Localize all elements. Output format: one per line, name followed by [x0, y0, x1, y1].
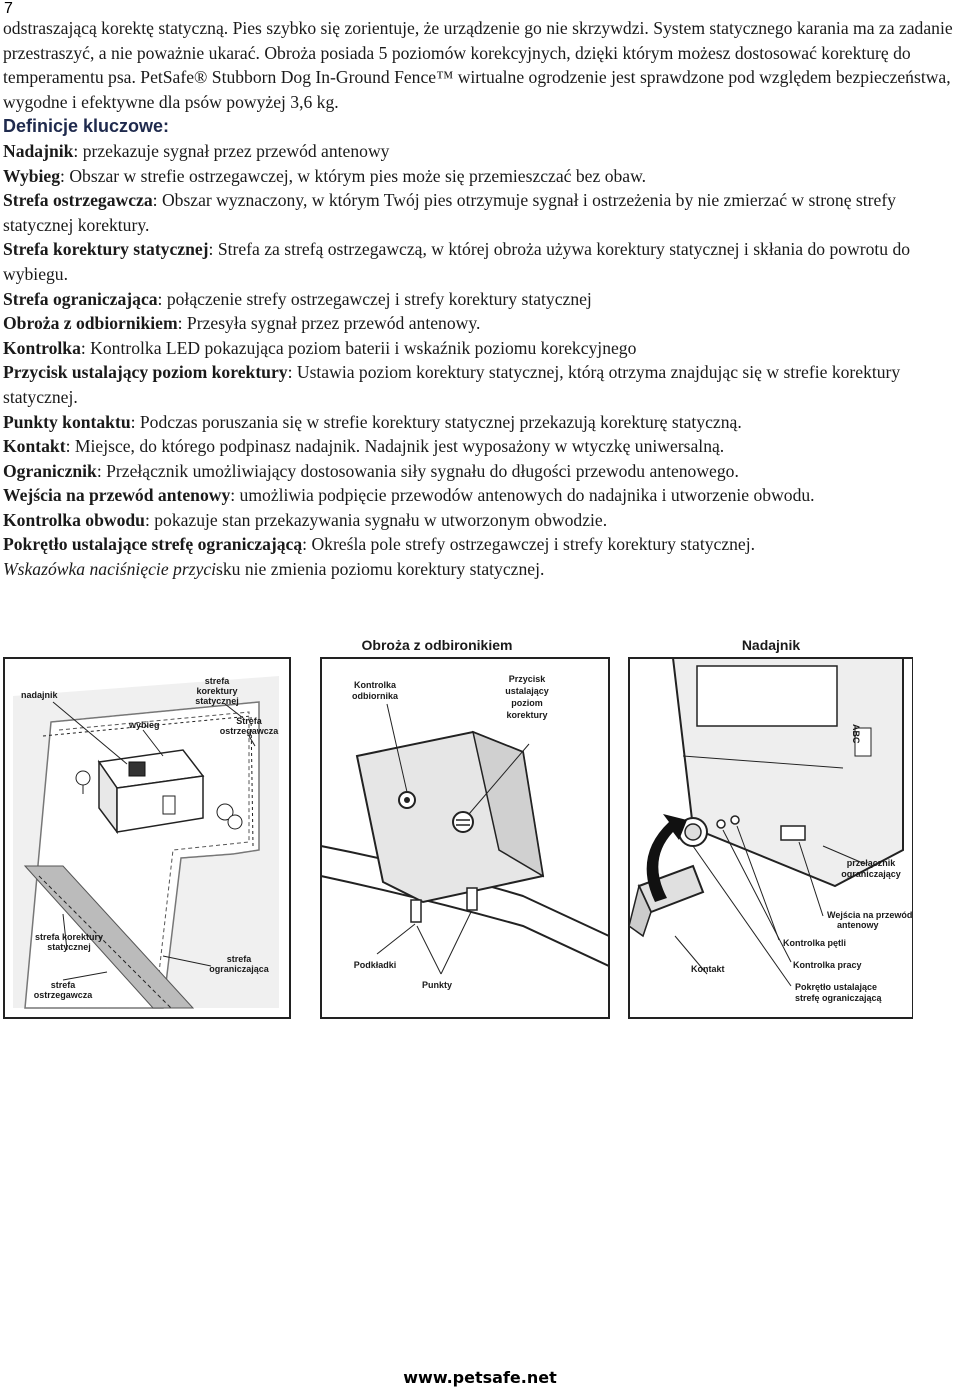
definition-text: : Kontrolka LED pokazująca poziom baterii i wskaźnik poziomu korekcyjnego	[80, 337, 637, 358]
label-strefa-korektury-2: korektury	[196, 686, 238, 696]
transmitter-title: Nadajnik	[741, 637, 801, 653]
label-strefa-ostrzegawcza-bottom-1: strefa	[50, 980, 76, 990]
house-drawing	[99, 750, 203, 832]
definition-text: : przekazuje sygnał przez przewód antenowy	[73, 140, 390, 161]
definition-text: : pokazuje stan przekazywania sygnału w utworzonym obwodzie.	[144, 509, 608, 530]
label-strefa-korektury-bottom-2: statycznej	[47, 942, 91, 952]
label-kontrolka-petli: Kontrolka pętli	[783, 938, 847, 948]
definition-item	[3, 311, 957, 336]
definition-term: Obroża z odbiornikiem	[3, 313, 178, 334]
definition-term: Przycisk ustalający poziom korektury	[3, 362, 288, 383]
definition-item	[3, 434, 957, 459]
definition-text: : Strefa za strefą ostrzegawczą, w której obroża używa korektury statycznej i skłania do powrotu do wybiegu.	[3, 239, 911, 284]
label-nadajnik: nadajnik	[21, 690, 58, 700]
definitions-heading: Definicje kluczowe:	[3, 116, 170, 137]
definitions-list	[3, 139, 957, 557]
label-kontrolka-pracy: Kontrolka pracy	[793, 960, 862, 970]
label-strefa-ostrzegawcza-bottom-2: ostrzegawcza	[33, 990, 93, 1000]
definition-item	[3, 336, 957, 361]
definition-text: : Określa pole strefy ostrzegawczej i strefy korektury statycznej.	[302, 534, 756, 555]
definition-item	[3, 532, 957, 557]
definition-term: Kontrolka obwodu	[3, 509, 145, 530]
definition-term: Ogranicznik	[3, 460, 97, 481]
label-przycisk-2: ustalający	[505, 686, 549, 696]
definition-item	[3, 483, 957, 508]
definition-text: : Miejsce, do którego podpinasz nadajnik. Nadajnik jest wyposażony w wtyczkę uniwersalną.	[65, 436, 725, 457]
definition-item	[3, 508, 957, 533]
label-kontakt: Kontakt	[691, 964, 725, 974]
definition-text: : Podczas poruszania się w strefie korektury statycznej przekazują korekturę statyczną.	[130, 411, 742, 432]
definition-item	[3, 360, 957, 409]
page-number: 7	[4, 0, 13, 17]
definition-text: : Ustawia poziom korektury statycznej, którą otrzyma znajdując się w strefie korektury statycznej.	[3, 362, 901, 407]
label-podkladki: Podkładki	[353, 960, 397, 970]
diagram-svg	[3, 636, 913, 1046]
definition-text: : Obszar wyznaczony, w którym Twój pies otrzymuje sygnał i ostrzeżenia by nie zmierzać w stronę strefy statycznej korektury.	[3, 190, 896, 235]
label-przycisk-3: poziom	[511, 698, 543, 708]
definition-term: Punkty kontaktu	[3, 411, 131, 432]
definition-term: Wybieg	[3, 165, 61, 186]
definition-text: : połączenie strefy ostrzegawczej i strefy korektury statycznej	[157, 288, 592, 309]
label-punkty: Punkty	[421, 980, 453, 990]
definition-item	[3, 287, 957, 312]
definition-item	[3, 237, 957, 286]
definition-text: : umożliwia podpięcie przewodów antenowych do nadajnika i utworzenie obwodu.	[230, 485, 815, 506]
product-diagram	[3, 636, 913, 1046]
definition-text: : Obszar w strefie ostrzegawczej, w którym pies może się przemieszczać bez obaw.	[60, 165, 647, 186]
panel-transmitter	[629, 637, 913, 1018]
label-strefa-ostrzegawcza-1: Strefa	[236, 716, 262, 726]
definition-item	[3, 164, 957, 189]
label-przycisk-1: Przycisk	[508, 674, 546, 684]
hint-italic: Wskazówka naciśnięcie przyci	[3, 559, 217, 580]
definition-term: Kontakt	[3, 436, 66, 457]
label-strefa-korektury-3: statycznej	[195, 696, 239, 706]
label-wybieg: wybieg	[129, 720, 160, 730]
label-strefa-korektury-1: strefa	[204, 676, 230, 686]
label-przelacznik-1: przełącznik	[846, 858, 896, 868]
document-body	[3, 16, 957, 582]
label-strefa-ograniczajaca-2: ograniczająca	[209, 964, 269, 974]
hint-line	[3, 557, 957, 582]
label-pokretlo-2: strefę ograniczającą	[795, 993, 882, 1003]
definition-term: Strefa ostrzegawcza	[3, 190, 153, 211]
definition-item	[3, 188, 957, 237]
definition-term: Wejścia na przewód antenowy	[3, 485, 231, 506]
label-wejscia-1: Wejścia na przewód	[827, 910, 913, 920]
label-pokretlo-1: Pokrętło ustalające	[795, 982, 878, 992]
label-strefa-ostrzegawcza-2: ostrzegawcza	[219, 726, 279, 736]
label-wejscia-2: antenowy	[837, 920, 879, 930]
definition-item	[3, 410, 957, 435]
definition-item	[3, 459, 957, 484]
definition-text: : Przełącznik umożliwiający dostosowania siły sygnału do długości przewodu antenowego.	[96, 460, 739, 481]
panel-yard	[4, 658, 290, 1018]
label-abc: ABC	[851, 724, 861, 744]
definition-term: Strefa korektury statycznej	[3, 239, 209, 260]
label-przycisk-4: korektury	[506, 710, 548, 720]
footer-url: www.petsafe.net	[403, 1368, 557, 1387]
definition-term: Kontrolka	[3, 337, 81, 358]
label-kontrolka-2: odbiornika	[351, 691, 399, 701]
label-strefa-korektury-bottom-1: strefa korektury	[34, 932, 104, 942]
intro-paragraph: odstraszającą korektę statyczną. Pies szybko się zorientuje, że urządzenie go nie skrzywdzi. System statycznego karania ma za zadanie przestraszyć, a nie poważnie ukarać. Obroża posiada 5 poziomów korekcyjnych, dzięki którym możesz dostosować korekturę do temperamentu psa. PetSafe® Stubborn Dog In-Ground Fence™ wirtualne ogrodzenie jest sprawdzone pod względem bezpieczeństwa, wygodne i efektywne dla psów powyżej 3,6 kg.	[3, 18, 953, 112]
definition-term: Nadajnik	[3, 140, 74, 161]
label-przelacznik-2: ograniczający	[841, 869, 901, 879]
panel-collar	[321, 637, 609, 1018]
label-strefa-ograniczajaca-1: strefa	[226, 954, 252, 964]
hint-rest: sku nie zmienia poziomu korektury statycznej.	[216, 559, 545, 580]
definition-term: Strefa ograniczająca	[3, 288, 158, 309]
collar-title: Obroża z odbironikiem	[361, 637, 513, 653]
definition-term: Pokrętło ustalające strefę ograniczającą	[3, 534, 303, 555]
definition-item	[3, 139, 957, 164]
label-kontrolka-1: Kontrolka	[353, 680, 397, 690]
definition-text: : Przesyła sygnał przez przewód antenowy.	[177, 313, 481, 334]
